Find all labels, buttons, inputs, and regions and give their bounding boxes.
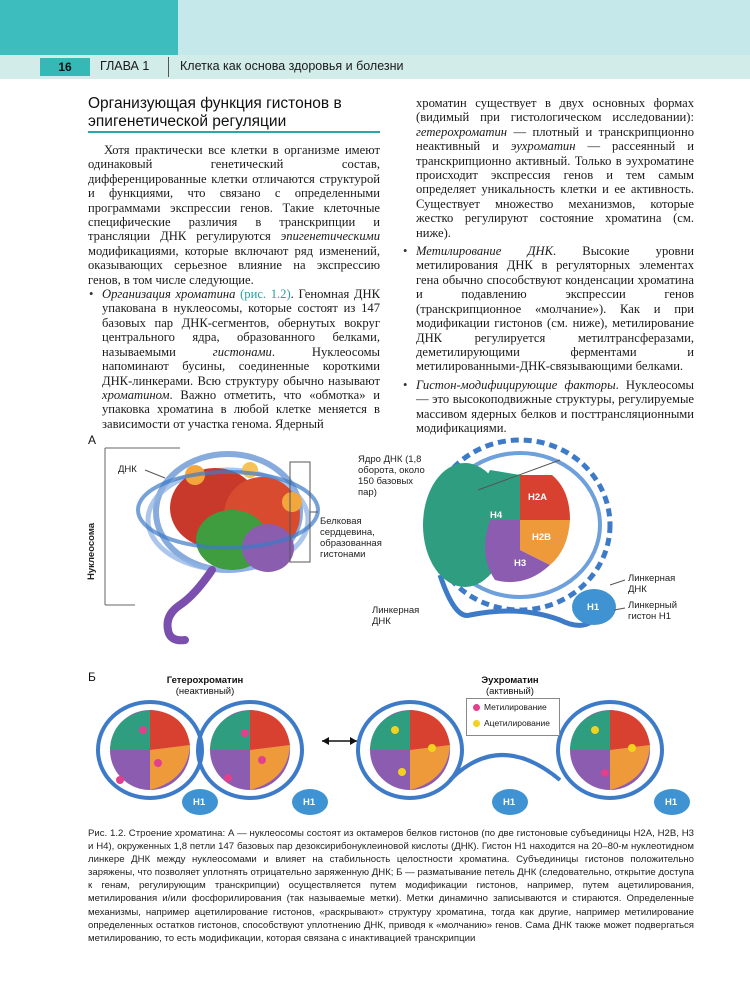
intro-paragraph: Хотя практически все клетки в организме имеют одинаковый генетический состав, дифференцированные клетки отличаются структурой и функциями, что связано с определенными программами экспрессии генов. Такие клеточные специфические различия в транскрипции и трансляции ДНК регулируются эпигенетическими модификациями, которые включают ряд изменений, оказывающих серьезное влияние на экспрессию генов, в том числе следующие. (88, 143, 380, 287)
euchromatin-title: Эухроматин (активный) (481, 675, 539, 697)
bullet-list-left (88, 287, 380, 431)
histone-h3-label: H3 (514, 558, 527, 569)
left-column (88, 143, 380, 431)
continued-paragraph: хроматин существует в двух основных формах (видимый при гистологическом исследовании): гетерохроматин — плотный и транскрипционно неактивный и эухроматин — рассеянный и транскрипционно активный. Только в эухроматине происходит экспрессия генов и тем самым определяет уникальность клетки и ее активность. Существует множество механизмов, которые жестко регулируют состояние хроматина (см. ниже). (416, 96, 694, 240)
bullet-list-right (402, 244, 694, 435)
header-accent (0, 0, 178, 55)
histone-h4-label: H4 (490, 510, 503, 521)
label-linker-histone: Линкерный гистон H1 (628, 600, 677, 622)
histone-h2a-label: H2A (528, 492, 548, 503)
label-linker-dna-left: Линкерная ДНК (372, 605, 420, 627)
panel-b-label: Б (88, 670, 96, 684)
legend (466, 698, 560, 736)
histone-h1-label: H1 (587, 602, 600, 613)
histone-h1-eu1: H1 (503, 797, 516, 808)
label-protein-core: Белковая сердцевина, образованная гистонами (320, 516, 382, 560)
label-dna: ДНК (118, 464, 137, 475)
label-linker-dna-right: Линкерная ДНК (628, 573, 676, 595)
section-title: Организующая функция гистонов в эпигенетической регуляции (88, 95, 342, 130)
label-nucleosome: Нуклеосома (86, 522, 97, 580)
heterochromatin-nucleosomes (98, 702, 328, 815)
chapter-label: ГЛАВА 1 (100, 59, 150, 73)
legend-acetylation: Ацетилирование (467, 715, 559, 731)
bullet-histone-factors: • Гистон-модифицирующие факторы. Нуклеосомы — это высокоподвижные структуры, регулируемые массивом ядерных белков и посттрансляционными модификациями. (402, 378, 694, 436)
histone-h2b-label: H2B (532, 532, 552, 543)
right-column (402, 96, 694, 435)
page-number: 16 (40, 58, 90, 76)
histone-h1-het2: H1 (303, 797, 316, 808)
bullet-chromatin: • Организация хроматина (рис. 1.2). Геномная ДНК упакована в нуклеосомы, которые состоят из 147 базовых пар ДНК-сегментов, обернутых вокруг центрального ядра, образованного белками, называемыми гистонами. Нуклеосомы напоминают бусины, соединенные короткими ДНК-линкерами. Всю структуру обычно называют хроматином. Важно отметить, что «обмотка» и упаковка хроматина в любой клетке меняется в зависимости от участка генома. Ядерный (88, 287, 380, 431)
nucleosome-schematic (423, 440, 625, 625)
methylation-dot-icon (473, 704, 480, 711)
title-rule (88, 131, 380, 133)
header-band (0, 0, 750, 55)
legend-methylation: Метилирование (467, 699, 559, 715)
bullet-dna-methylation: • Метилирование ДНК. Высокие уровни метилирования ДНК в регуляторных элементах гена обычно способствуют конденсации хроматина и подавлению экспрессии генов (транскрипционное «молчание»). Как и при модификации гистонов (см. ниже), метилирование ДНК регулируется метилтрансферазами, деметилирующими ферментами и метилированными-ДНК-связывающими белками. (402, 244, 694, 374)
chapter-divider (168, 57, 169, 77)
figure-reference-link[interactable]: (рис. 1.2) (240, 287, 291, 302)
histone-h1-het1: H1 (193, 797, 206, 808)
chapter-title: Клетка как основа здоровья и болезни (180, 59, 404, 73)
figure-chromatin (0, 430, 750, 825)
label-dna-core: Ядро ДНК (1,8 оборота, около 150 базовых пар) (358, 454, 425, 498)
histone-h1-eu2: H1 (665, 797, 678, 808)
panel-a-label: А (88, 433, 97, 447)
nucleosome-molecular-model (105, 448, 318, 640)
heterochromatin-title: Гетерохроматин (неактивный) (166, 675, 244, 697)
figure-caption: Рис. 1.2. Строение хроматина: А — нуклеосомы состоят из октамеров белков гистонов (по две гистоновые субъединицы H2A, H2B, H3 и H4), окруженных 1,8 петли 147 базовых пар дезоксирибонуклеиновой кислоты (ДНК). Гистон H1 находится на 20–80-м нуклеотидном линкере ДНК между нуклеосомами и влияет на стабильность целостности хроматина. Субъединицы гистонов положительно заряжены, что позволяет уплотнять отрицательно заряженную ДНК; Б — разматывание петель ДНК (следовательно, открытие доступа к генам, регулирующим транскрипции) осуществляется путем модификации гистонов, например, путем ацетилирования, метилирования и/или фосфорилирования (так называемые метки). Метки динамично записываются и стираются. Определенные механизмы, например ацетилирование гистонов, «раскрывают» структуру хроматина, тогда как другие, например метилирование определенных остатков гистонов, способствуют уплотнению ДНК, приводя к «молчанию» генов. Сама ДНК также может подвергаться метилированию, то есть модификации, которая связана с инактивацией транскрипции (88, 828, 694, 944)
acetylation-dot-icon (473, 720, 480, 727)
